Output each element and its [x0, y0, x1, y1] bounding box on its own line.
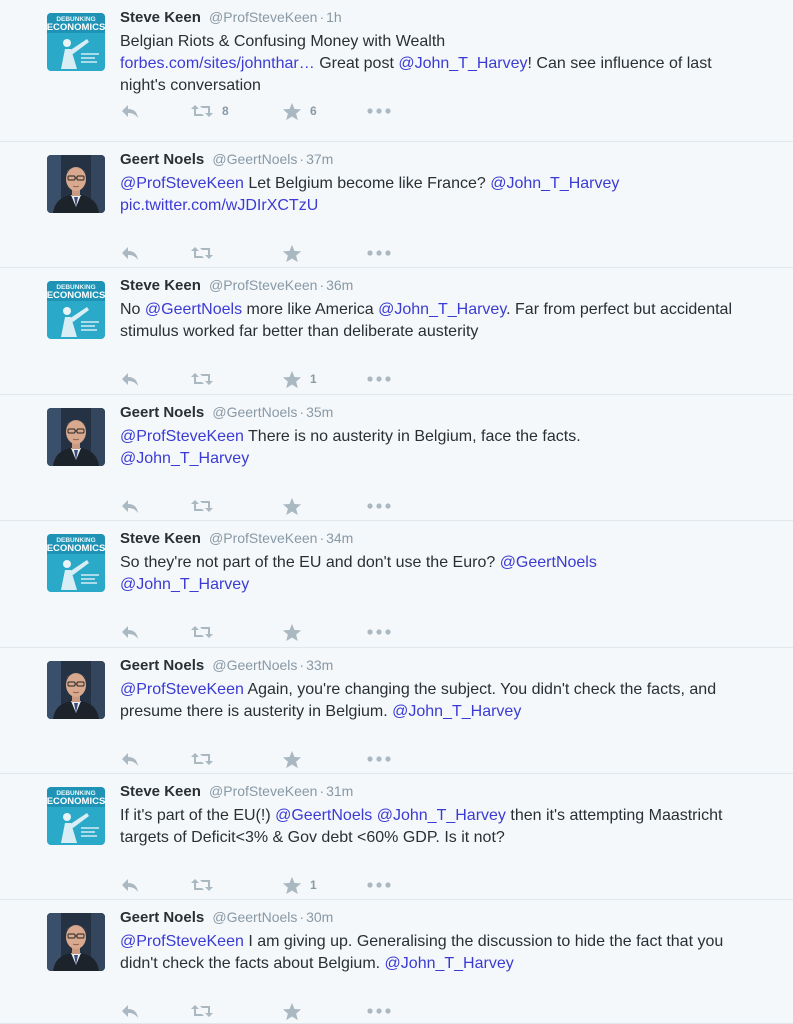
retweet-icon	[190, 751, 214, 767]
tweet-item[interactable]	[0, 268, 793, 395]
mention-link[interactable]: @John_T_Harvey	[120, 450, 250, 467]
timestamp[interactable]: 36m	[326, 277, 354, 293]
author-name[interactable]: Geert Noels	[120, 151, 205, 168]
reply-icon	[120, 877, 140, 893]
favorite-button[interactable]	[282, 621, 302, 643]
timestamp[interactable]: 33m	[306, 657, 334, 673]
timestamp-separator: ·	[299, 151, 305, 167]
retweet-button[interactable]	[190, 100, 229, 122]
svg-text:DEBUNKING: DEBUNKING	[56, 16, 96, 23]
author-handle[interactable]: @ProfSteveKeen	[209, 277, 318, 293]
timestamp-separator: ·	[299, 909, 305, 925]
timestamp-separator: ·	[319, 530, 325, 546]
timestamp[interactable]: 31m	[326, 783, 354, 799]
more-dots-icon	[366, 249, 392, 257]
tweet-text-segment: Belgian Riots & Confusing Money with Wealth	[120, 33, 446, 50]
tweet-item[interactable]	[0, 142, 793, 268]
author-handle[interactable]: @GeertNoels	[212, 657, 298, 673]
author-name[interactable]: Geert Noels	[120, 404, 205, 421]
more-dots-icon	[366, 502, 392, 510]
retweet-icon	[190, 498, 214, 514]
author-name[interactable]: Geert Noels	[120, 909, 205, 926]
favorite-count: 6	[310, 104, 317, 118]
author-handle[interactable]: @GeertNoels	[212, 909, 298, 925]
more-button[interactable]	[366, 1000, 392, 1022]
tweet-header	[120, 277, 353, 294]
svg-text:ECONOMICS: ECONOMICS	[47, 796, 105, 807]
more-dots-icon	[366, 628, 392, 636]
tweet-text-segment: ! Can see influence of last night's conversation	[120, 55, 712, 94]
svg-text:ECONOMICS: ECONOMICS	[47, 22, 105, 33]
retweet-icon	[190, 624, 214, 640]
tweet-text	[120, 679, 760, 723]
tweet-header	[120, 909, 333, 926]
url-link[interactable]: forbes.com/sites/johnthar…	[120, 55, 315, 72]
favorite-button[interactable]	[282, 100, 317, 122]
timestamp-separator: ·	[319, 277, 325, 293]
avatar-photo[interactable]	[47, 913, 105, 971]
reply-icon	[120, 498, 140, 514]
tweet-header	[120, 9, 342, 26]
tweet-text-segment: If it's part of the EU(!)	[120, 807, 276, 824]
favorite-button[interactable]	[282, 1000, 302, 1022]
tweet-text	[120, 931, 760, 975]
star-icon	[282, 623, 302, 642]
reply-icon	[120, 245, 140, 261]
author-handle[interactable]: @GeertNoels	[212, 151, 298, 167]
favorite-button[interactable]	[282, 368, 317, 390]
more-button[interactable]	[366, 748, 392, 770]
tweet-text-segment: There is no austerity in Belgium, face the facts.	[243, 428, 581, 445]
star-icon	[282, 102, 302, 121]
tweet-header	[120, 783, 353, 800]
mention-link[interactable]: @GeertNoels	[275, 807, 373, 824]
favorite-button[interactable]	[282, 874, 317, 896]
tweet-item[interactable]	[0, 900, 793, 1024]
reply-button[interactable]	[120, 368, 140, 390]
retweet-icon	[190, 877, 214, 893]
tweet-text-segment: then it's attempting Maastricht targets of Deficit<3% & Gov debt <60% GDP. Is it not?	[120, 807, 723, 846]
mention-link[interactable]: @GeertNoels	[499, 554, 597, 571]
more-button[interactable]	[366, 874, 392, 896]
retweet-button[interactable]	[190, 368, 214, 390]
mention-link[interactable]: @John_T_Harvey	[392, 703, 522, 720]
retweet-button[interactable]	[190, 874, 214, 896]
retweet-button[interactable]	[190, 495, 214, 517]
svg-text:DEBUNKING: DEBUNKING	[56, 537, 96, 544]
favorite-button[interactable]	[282, 242, 302, 264]
reply-icon	[120, 751, 140, 767]
mention-link[interactable]: @GeertNoels	[144, 301, 243, 318]
more-button[interactable]	[366, 242, 392, 264]
reply-button[interactable]	[120, 100, 140, 122]
author-name[interactable]: Steve Keen	[120, 9, 201, 26]
star-icon	[282, 1002, 302, 1021]
tweet-text-segment: So they're not part of the EU and don't use the Euro?	[120, 554, 500, 571]
mention-link[interactable]: @John_T_Harvey	[376, 807, 506, 824]
timestamp-separator: ·	[299, 657, 305, 673]
more-dots-icon	[366, 755, 392, 763]
reply-button[interactable]	[120, 621, 140, 643]
avatar-book-cover[interactable]	[47, 787, 105, 845]
retweet-icon	[190, 103, 214, 119]
retweet-icon	[190, 1003, 214, 1019]
mention-link[interactable]: @ProfSteveKeen	[120, 933, 244, 950]
reply-icon	[120, 371, 140, 387]
avatar-book-cover[interactable]	[47, 281, 105, 339]
retweet-icon	[190, 245, 214, 261]
reply-icon	[120, 103, 140, 119]
mention-link[interactable]: @ProfSteveKeen	[120, 175, 244, 192]
favorite-button[interactable]	[282, 748, 302, 770]
mention-link[interactable]: @John_T_Harvey	[378, 301, 507, 318]
tweet-header	[120, 404, 333, 421]
favorite-count: 1	[310, 878, 317, 892]
mention-link[interactable]: @John_T_Harvey	[384, 955, 514, 972]
star-icon	[282, 876, 302, 895]
reply-button[interactable]	[120, 242, 140, 264]
author-name[interactable]: Steve Keen	[120, 530, 201, 547]
author-name[interactable]: Steve Keen	[120, 277, 201, 294]
retweet-count: 8	[222, 104, 229, 118]
tweet-text	[120, 426, 760, 470]
star-icon	[282, 750, 302, 769]
more-dots-icon	[366, 1007, 392, 1015]
author-handle[interactable]: @ProfSteveKeen	[209, 783, 318, 799]
avatar-book-cover[interactable]	[47, 534, 105, 592]
tweet-text-segment: Great post	[314, 55, 399, 72]
more-dots-icon	[366, 375, 392, 383]
more-button[interactable]	[366, 368, 392, 390]
tweet-text-segment: more like America	[242, 301, 379, 318]
avatar-photo[interactable]	[47, 408, 105, 466]
retweet-button[interactable]	[190, 621, 214, 643]
timestamp-separator: ·	[319, 9, 325, 25]
tweet-text-segment: Again, you're changing the subject. You didn't check the facts, and presume there is austerity in Belgium.	[120, 681, 717, 720]
avatar-book-cover[interactable]	[47, 13, 105, 71]
tweet-text-segment: . Far from perfect but accidental stimulus worked far better than deliberate austerity	[120, 301, 732, 340]
tweet-text-segment: Let Belgium become like France?	[243, 175, 491, 192]
tweet-item[interactable]	[0, 774, 793, 900]
more-dots-icon	[366, 881, 392, 889]
avatar-photo[interactable]	[47, 661, 105, 719]
timestamp-separator: ·	[319, 783, 325, 799]
mention-link[interactable]: @John_T_Harvey	[398, 55, 528, 72]
timestamp[interactable]: 37m	[306, 151, 334, 167]
avatar-photo[interactable]	[47, 155, 105, 213]
mention-link[interactable]: @ProfSteveKeen	[120, 428, 244, 445]
retweet-button[interactable]	[190, 242, 214, 264]
timestamp[interactable]: 35m	[306, 404, 334, 420]
svg-text:DEBUNKING: DEBUNKING	[56, 790, 96, 797]
reply-button[interactable]	[120, 748, 140, 770]
author-handle[interactable]: @ProfSteveKeen	[209, 530, 318, 546]
author-handle[interactable]: @ProfSteveKeen	[209, 9, 318, 25]
media-link[interactable]: pic.twitter.com/wJDIrXCTzU	[120, 197, 319, 214]
reply-button[interactable]	[120, 874, 140, 896]
tweet-text	[120, 299, 760, 343]
star-icon	[282, 244, 302, 263]
star-icon	[282, 370, 302, 389]
tweet-header	[120, 151, 333, 168]
reply-button[interactable]	[120, 495, 140, 517]
tweet-text-segment: I am giving up. Generalising the discussion to hide the fact that you didn't check the facts about Belgium.	[120, 933, 724, 972]
tweet-text	[120, 805, 760, 849]
timestamp[interactable]: 30m	[306, 909, 334, 925]
star-icon	[282, 497, 302, 516]
reply-icon	[120, 1003, 140, 1019]
tweet-item[interactable]	[0, 395, 793, 521]
reply-button[interactable]	[120, 1000, 140, 1022]
timestamp[interactable]: 34m	[326, 530, 354, 546]
mention-link[interactable]: @ProfSteveKeen	[120, 681, 244, 698]
favorite-button[interactable]	[282, 495, 302, 517]
author-name[interactable]: Geert Noels	[120, 657, 205, 674]
timestamp-separator: ·	[299, 404, 305, 420]
more-button[interactable]	[366, 621, 392, 643]
tweet-item[interactable]	[0, 648, 793, 774]
tweet-text	[120, 552, 760, 596]
timestamp[interactable]: 1h	[326, 9, 342, 25]
tweet-text	[120, 173, 760, 217]
tweet-header	[120, 530, 353, 547]
reply-icon	[120, 624, 140, 640]
more-dots-icon	[366, 107, 392, 115]
svg-text:ECONOMICS: ECONOMICS	[47, 543, 105, 554]
author-handle[interactable]: @GeertNoels	[212, 404, 298, 420]
mention-link[interactable]: @John_T_Harvey	[120, 576, 250, 593]
mention-link[interactable]: @John_T_Harvey	[490, 175, 620, 192]
author-name[interactable]: Steve Keen	[120, 783, 201, 800]
tweet-header	[120, 657, 333, 674]
tweet-text	[120, 31, 760, 97]
retweet-icon	[190, 371, 214, 387]
tweet-item[interactable]	[0, 0, 793, 142]
more-button[interactable]	[366, 100, 392, 122]
svg-text:DEBUNKING: DEBUNKING	[56, 284, 96, 291]
retweet-button[interactable]	[190, 748, 214, 770]
retweet-button[interactable]	[190, 1000, 214, 1022]
tweet-text-segment: No	[120, 301, 145, 318]
favorite-count: 1	[310, 372, 317, 386]
more-button[interactable]	[366, 495, 392, 517]
tweet-item[interactable]	[0, 521, 793, 648]
svg-text:ECONOMICS: ECONOMICS	[47, 290, 105, 301]
